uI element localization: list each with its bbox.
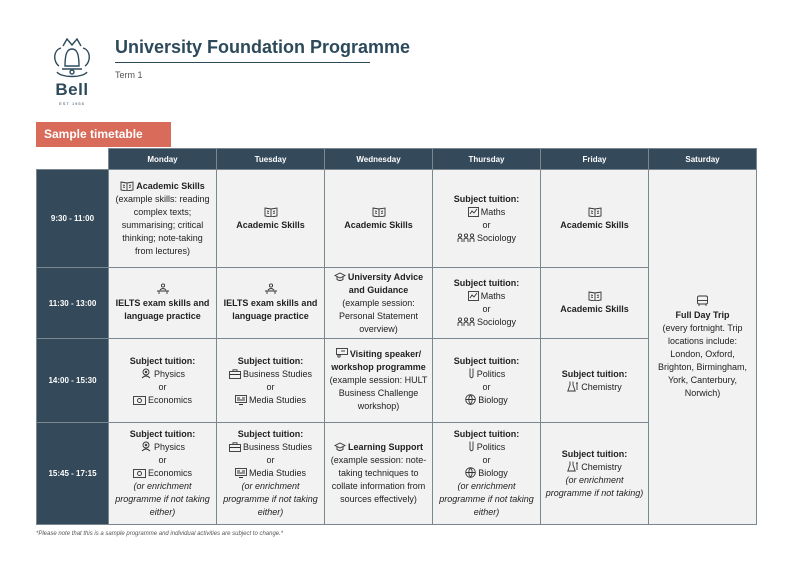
- tuesday-1545-cell: [217, 423, 325, 525]
- book-icon: [588, 290, 602, 301]
- briefcase-icon: [229, 369, 241, 379]
- bell-crest-icon: [49, 36, 95, 82]
- flask-icon: [567, 461, 579, 472]
- atom-icon: [140, 368, 152, 379]
- subject-name: Economics: [147, 468, 192, 478]
- friday-1545-cell: [541, 423, 649, 525]
- or-label: or: [158, 455, 167, 465]
- enrichment-note: (or enrichment programme if not taking): [545, 474, 644, 498]
- tuesday-1400-cell: [217, 339, 325, 423]
- subject-tuition-label: Subject tuition:: [237, 429, 304, 439]
- subject-name: Politics: [476, 368, 506, 379]
- session-description: (example skills: reading complex texts; summarising; critical thinking; note-taking from lectures): [115, 193, 210, 256]
- subject-tuition-label: Subject tuition:: [129, 429, 196, 439]
- money-icon: [133, 396, 146, 405]
- session-description: (example session: Personal Statement overview): [338, 297, 419, 334]
- or-label: or: [482, 304, 491, 314]
- session-title: IELTS exam skills and: [223, 298, 318, 308]
- or-label: or: [482, 219, 491, 230]
- subject-name: Maths: [480, 291, 506, 301]
- friday-1130-cell: [541, 268, 649, 339]
- wednesday-1545-cell: [325, 423, 433, 525]
- day-header: Tuesday: [217, 149, 325, 170]
- session-title: Full Day Trip: [675, 309, 730, 320]
- session-title: Academic Skills: [236, 219, 305, 230]
- subject-name: Biology: [478, 394, 508, 405]
- subject-name: Maths: [480, 206, 506, 217]
- or-label: or: [266, 381, 275, 392]
- friday-930-cell: [541, 170, 649, 268]
- desk-icon: [264, 283, 278, 295]
- session-title: language practice: [232, 311, 309, 321]
- session-title: Visiting speaker/ workshop programme: [331, 349, 426, 372]
- or-label: or: [482, 455, 491, 465]
- chart-icon: [468, 291, 479, 301]
- wednesday-1400-cell: [325, 339, 433, 423]
- session-title: University Advice and Guidance: [347, 271, 424, 295]
- session-description: (every fortnight. Trip locations include: London, Oxford, Brighton, Birmingham, York, Canterbury, Norwich): [657, 322, 748, 398]
- thursday-1130-cell: [433, 268, 541, 339]
- people-icon: [457, 317, 475, 327]
- media-icon: [235, 468, 247, 478]
- day-header: Friday: [541, 149, 649, 170]
- bus-icon: [696, 295, 709, 307]
- time-slot: 11:30 - 13:00: [37, 268, 109, 339]
- session-title: Academic Skills: [560, 219, 629, 230]
- book-icon: [120, 180, 134, 191]
- subject-name: Chemistry: [581, 381, 622, 392]
- session-title: Academic Skills: [344, 219, 413, 230]
- flask-icon: [567, 381, 579, 392]
- wednesday-930-cell: [325, 170, 433, 268]
- saturday-cell: [649, 170, 757, 525]
- subject-name: Sociology: [476, 232, 517, 243]
- chart-icon: [468, 207, 479, 217]
- bell-logo: [46, 36, 98, 106]
- monday-1400-cell: [109, 339, 217, 423]
- friday-1400-cell: [541, 339, 649, 423]
- book-icon: [264, 206, 278, 217]
- media-icon: [235, 395, 247, 405]
- thursday-1400-cell: [433, 339, 541, 423]
- corner-cell: [37, 149, 109, 170]
- header-row: [37, 149, 757, 170]
- or-label: or: [482, 381, 491, 392]
- session-description: (example session: HULT Business Challenge workshop): [329, 375, 428, 411]
- monday-930-cell: [109, 170, 217, 268]
- enrichment-note: (or enrichment programme if not taking either): [439, 481, 534, 517]
- subject-name: Physics: [153, 442, 185, 452]
- graduation-cap-icon: [334, 442, 346, 452]
- subject-name: Business Studies: [242, 368, 313, 379]
- page-title: University Foundation Programme: [115, 37, 411, 57]
- day-header: Thursday: [433, 149, 541, 170]
- sample-timetable-banner: Sample timetable: [36, 122, 171, 147]
- subject-tuition-label: Subject tuition:: [237, 355, 304, 366]
- day-header: Wednesday: [325, 149, 433, 170]
- term-label: Term 1: [115, 70, 143, 80]
- people-icon: [457, 233, 475, 243]
- subject-name: Economics: [147, 394, 192, 405]
- session-title: Learning Support: [348, 442, 423, 452]
- session-title: Academic Skills: [560, 304, 629, 314]
- briefcase-icon: [229, 442, 241, 452]
- day-header: Monday: [109, 149, 217, 170]
- subject-name: Media Studies: [248, 468, 307, 478]
- subject-name: Media Studies: [248, 394, 307, 405]
- subject-name: Politics: [476, 442, 506, 452]
- day-header: Saturday: [649, 149, 757, 170]
- tuesday-1130-cell: [217, 268, 325, 339]
- subject-tuition-label: Subject tuition:: [453, 193, 520, 204]
- subject-name: Biology: [478, 468, 508, 478]
- presenter-icon: [336, 348, 348, 359]
- subject-name: Sociology: [476, 317, 517, 327]
- thursday-1545-cell: [433, 423, 541, 525]
- subject-tuition-label: Subject tuition:: [561, 368, 628, 379]
- money-icon: [133, 469, 146, 478]
- book-icon: [588, 206, 602, 217]
- subject-name: Physics: [153, 368, 185, 379]
- enrichment-note: (or enrichment programme if not taking either): [223, 481, 318, 517]
- test-tube-icon: [468, 441, 475, 452]
- book-icon: [372, 206, 386, 217]
- wednesday-1130-cell: [325, 268, 433, 339]
- subject-tuition-label: Subject tuition:: [453, 429, 520, 439]
- timetable: [36, 148, 757, 525]
- or-label: or: [266, 455, 275, 465]
- subject-name: Business Studies: [242, 442, 313, 452]
- desk-icon: [156, 283, 170, 295]
- monday-1130-cell: [109, 268, 217, 339]
- thursday-930-cell: [433, 170, 541, 268]
- time-slot: 9:30 - 11:00: [37, 170, 109, 268]
- atom-icon: [140, 441, 152, 452]
- logo-brand: Bell: [55, 80, 89, 99]
- session-title: language practice: [124, 311, 201, 321]
- subject-tuition-label: Subject tuition:: [129, 355, 196, 366]
- session-description: (example session: note-taking techniques to collate information from sources effectively): [330, 455, 427, 504]
- globe-icon: [465, 467, 476, 478]
- time-slot: 14:00 - 15:30: [37, 339, 109, 423]
- title-divider: [115, 62, 370, 63]
- subject-tuition-label: Subject tuition:: [561, 448, 628, 459]
- subject-tuition-label: Subject tuition:: [453, 278, 520, 288]
- graduation-cap-icon: [334, 272, 346, 282]
- test-tube-icon: [468, 368, 475, 379]
- tuesday-930-cell: [217, 170, 325, 268]
- enrichment-note: (or enrichment programme if not taking either): [115, 481, 210, 517]
- session-title: Academic Skills: [136, 180, 205, 191]
- time-slot: 15:45 - 17:15: [37, 423, 109, 525]
- session-title: IELTS exam skills and: [115, 298, 210, 308]
- or-label: or: [158, 381, 167, 392]
- monday-1545-cell: [109, 423, 217, 525]
- timetable-row: [37, 170, 757, 268]
- subject-tuition-label: Subject tuition:: [453, 355, 520, 366]
- logo-established: EST 1955: [59, 101, 85, 106]
- footnote: *Please note that this is a sample programme and individual activities are subject to change.*: [36, 531, 284, 537]
- globe-icon: [465, 394, 476, 405]
- subject-name: Chemistry: [581, 461, 622, 472]
